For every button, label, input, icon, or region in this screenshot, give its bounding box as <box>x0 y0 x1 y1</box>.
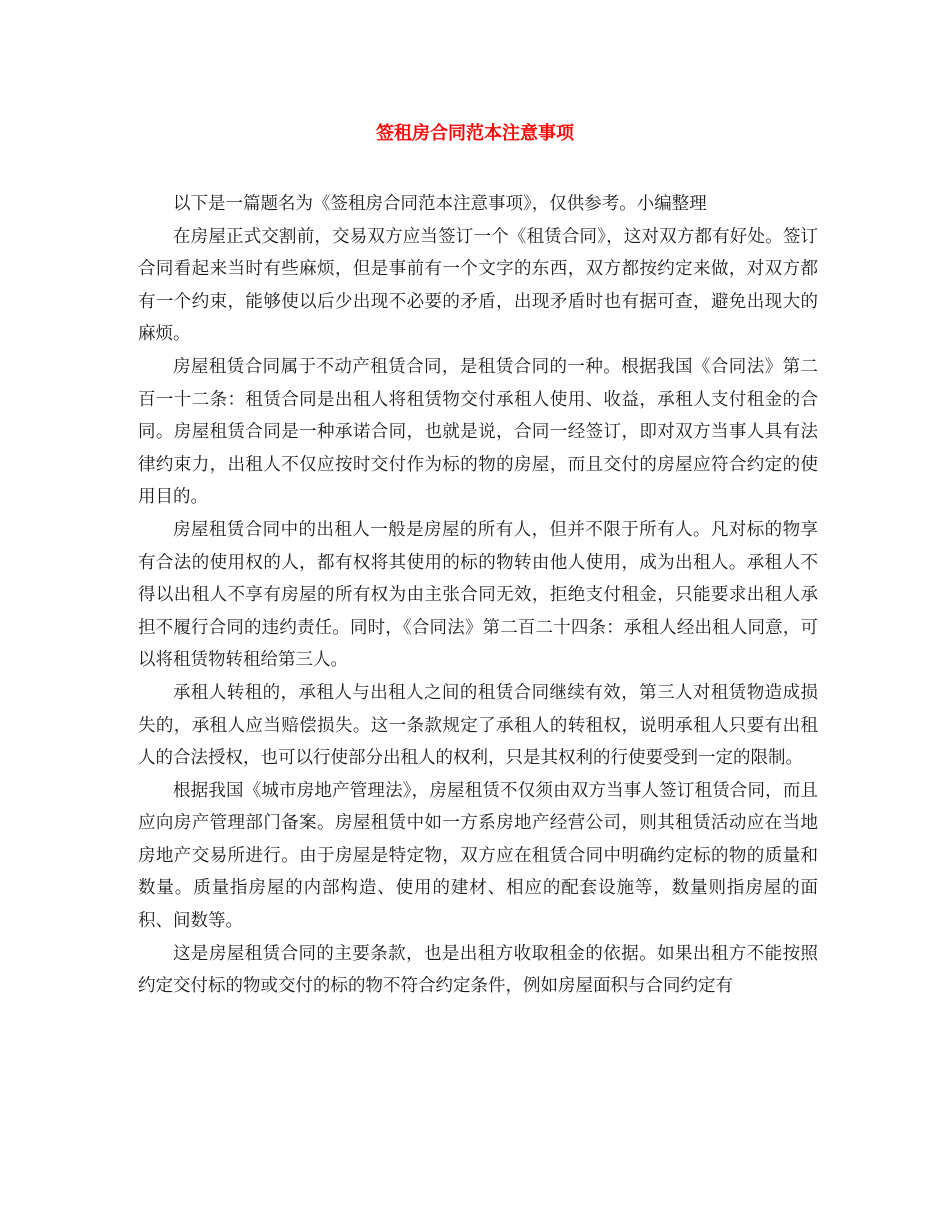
paragraph: 承租人转租的，承租人与出租人之间的租赁合同继续有效，第三人对租赁物造成损失的，承租人应当赔偿损失。这一条款规定了承租人的转租权，说明承租人只要有出租人的合法授权，也可以行使部分出租人的权利，只是其权利的行使要受到一定的限制。 <box>138 682 818 769</box>
paragraph: 房屋租赁合同中的出租人一般是房屋的所有人，但并不限于所有人。凡对标的物享有合法的使用权的人，都有权将其使用的标的物转由他人使用，成为出租人。承租人不得以出租人不享有房屋的所有权为由主张合同无效，拒绝支付租金，只能要求出租人承担不履行合同的违约责任。同时，《合同法》第二百二十四条：承租人经出租人同意，可以将租赁物转租给第三人。 <box>138 519 818 671</box>
paragraph-intro: 以下是一篇题名为《签租房合同范本注意事项》，仅供参考。小编整理 <box>173 194 707 214</box>
paragraph: 在房屋正式交割前，交易双方应当签订一个《租赁合同》，这对双方都有好处。签订合同看起来当时有些麻烦，但是事前有一个文字的东西，双方都按约定来做，对双方都有一个约束，能够使以后少出现不必要的矛盾，出现矛盾时也有据可查，避免出现大的麻烦。 <box>138 226 818 345</box>
paragraph: 根据我国《城市房地产管理法》，房屋租赁不仅须由双方当事人签订租赁合同，而且应向房产管理部门备案。房屋租赁中如一方系房地产经营公司，则其租赁活动应在当地房地产交易所进行。由于房屋是特定物，双方应在租赁合同中明确约定标的物的质量和数量。质量指房屋的内部构造、使用的建材、相应的配套设施等，数量则指房屋的面积、间数等。 <box>138 780 818 932</box>
paragraph: 房屋租赁合同属于不动产租赁合同，是租赁合同的一种。根据我国《合同法》第二百一十二条：租赁合同是出租人将租赁物交付承租人使用、收益，承租人支付租金的合同。房屋租赁合同是一种承诺合同，也就是说，合同一经签订，即对双方当事人具有法律约束力，出租人不仅应按时交付作为标的物的房屋，而且交付的房屋应符合约定的使用目的。 <box>138 356 818 508</box>
paragraph: 这是房屋租赁合同的主要条款，也是出租方收取租金的依据。如果出租方不能按照约定交付标的物或交付的标的物不符合约定条件，例如房屋面积与合同约定有 <box>138 943 818 997</box>
document-title: 签租房合同范本注意事项 <box>376 123 574 144</box>
document-body <box>138 188 818 1003</box>
